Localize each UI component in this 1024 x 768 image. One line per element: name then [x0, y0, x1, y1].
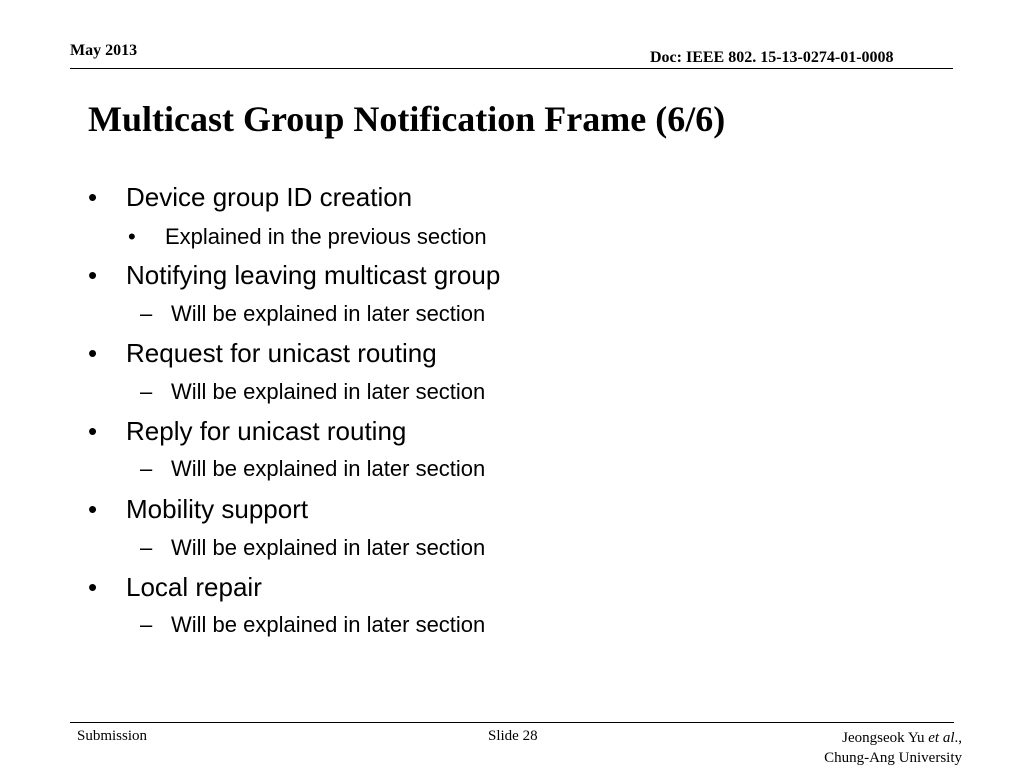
sub-bullet-text: Will be explained in later section	[171, 379, 486, 404]
footer-author-line	[824, 728, 962, 748]
sub-bullet-text: Explained in the previous section	[165, 224, 487, 249]
footer-author	[824, 728, 962, 768]
sub-bullet-text: Will be explained in later section	[171, 301, 486, 326]
sub-bullet-marker: –	[140, 612, 153, 637]
sub-bullet-marker: –	[140, 301, 153, 326]
footer-slide-number: Slide 28	[488, 728, 538, 744]
sub-bullet-marker: –	[140, 456, 153, 481]
bullet-text: Reply for unicast routing	[126, 416, 407, 446]
author-suffix: .,	[954, 730, 962, 746]
header-date: May 2013	[70, 42, 138, 59]
sub-bullet-text: Will be explained in later section	[171, 612, 486, 637]
bullet-text: Notifying leaving multicast group	[126, 260, 501, 290]
sub-bullet-text: Will be explained in later section	[171, 535, 486, 560]
author-name: Jeongseok Yu	[842, 730, 929, 746]
sub-bullet-marker: –	[140, 379, 153, 404]
footer-submission: Submission	[77, 728, 148, 744]
bullet-text: Local repair	[126, 572, 262, 602]
bullet-text: Request for unicast routing	[126, 338, 437, 368]
sub-bullet-marker: •	[128, 224, 136, 249]
footer-divider	[70, 722, 954, 723]
sub-bullet-text: Will be explained in later section	[171, 456, 486, 481]
bullet-marker: •	[88, 572, 98, 602]
bullet-marker: •	[88, 494, 98, 524]
slide-title: Multicast Group Notification Frame (6/6)	[88, 99, 726, 139]
bullet-text: Device group ID creation	[126, 182, 413, 212]
author-etal: et al	[928, 730, 955, 746]
bullet-marker: •	[88, 260, 98, 290]
footer-affiliation: Chung-Ang University	[824, 750, 962, 766]
header-doc-id: Doc: IEEE 802. 15-13-0274-01-0008	[650, 49, 894, 66]
sub-bullet-marker: –	[140, 535, 153, 560]
bullet-marker: •	[88, 416, 98, 446]
bullet-marker: •	[88, 338, 98, 368]
bullet-marker: •	[88, 182, 98, 212]
bullet-text: Mobility support	[126, 494, 309, 524]
